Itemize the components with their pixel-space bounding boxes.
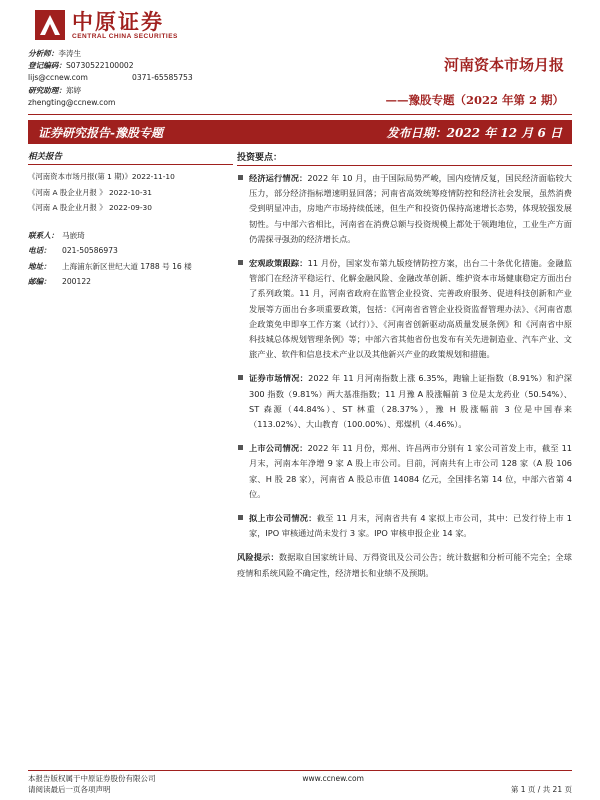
- footer-disclaimer: 本报告版权属于中原证券股份有限公司 请阅读最后一页各项声明: [28, 774, 156, 794]
- logo-english-name: CENTRAL CHINA SECURITIES: [72, 32, 178, 40]
- contact-person-row: 联系人： 马嵌琦: [28, 230, 85, 240]
- investment-points: [237, 150, 572, 581]
- contact-phone: 021-50586973: [62, 246, 118, 255]
- left-sidebar: [28, 150, 233, 290]
- contact-zip-row: 邮编： 200122: [28, 277, 91, 286]
- header-divider: [28, 114, 572, 115]
- contact-address: 上海浦东新区世纪大道 1788 号 16 楼: [62, 261, 192, 271]
- point-item: 经济运行情况：2022 年 10 月，由于国际局势严峻，国内疫情反复，国民经济面临较大压力，部分经济指标增速明显回落；河南省高效统筹疫情防控和经济社会发展，虽然消费受到明显冲击，房地产市场持续低迷，但生产和投资仍保持高速增长态势，体现较强发展韧性。与中部六省相比，河南省在消费总额与投资规模上都处于领跑地位，工业生产方面仍需探寻强劲的经济增长点。: [237, 171, 572, 247]
- risk-warning: [237, 550, 572, 580]
- analyst-phone: 0371-65585753: [132, 73, 193, 83]
- risk-text: 数据取自国家统计局、万得资讯及公司公告；统计数据和分析可能不完全；全球疫情和系统风险不确定性，经济增长和业绩不及预期。: [237, 552, 572, 578]
- footer-website[interactable]: www.ccnew.com: [302, 774, 364, 783]
- footer-divider: [28, 770, 572, 771]
- contact-phone-row: 电话： 021-50586973: [28, 246, 118, 255]
- logo-chinese-name: 中原证券: [72, 8, 164, 34]
- contact-person: 马嵌琦: [62, 230, 85, 240]
- point-item: 宏观政策跟踪：11 月份，国家发布第九版疫情防控方案，出台二十条优化措施。金融监管部门在经济平稳运行、化解金融风险、金融改革创新、维护资本市场健康稳定方面出台了系列政策。11 月，河南省政府在监管企业投资、完善政府服务、促进科技创新和产业发展等方面出台多项重要政策，包括：《河南省省管企业投资监督管理办法》、《河南省惠企政策免申即享工作方案（试行）》、《河南省创新驱动高质量发展条例》和《河南省中原科技城总体规划管理条例》等；中部六省其他省份也发布有关先进制造业、汽车产业、文旅产业、软件和信息技术产业以及其他新兴产业的政策规划和措施。: [237, 256, 572, 362]
- risk-title: 风险提示：: [237, 552, 279, 563]
- analyst-info: [28, 48, 228, 109]
- analyst-contact-row: [28, 72, 228, 84]
- investment-points-heading: 投资要点：: [237, 150, 572, 166]
- contact-address-row: 地址： 上海浦东新区世纪大道 1788 号 16 楼: [28, 261, 192, 271]
- related-reports-heading: 相关报告: [28, 150, 233, 165]
- report-subtitle: ——豫股专题（2022 年第 2 期）: [385, 93, 564, 107]
- point-item: 拟上市公司情况：截至 11 月末，河南省共有 4 家拟上市公司，其中：已发行待上市 1 家，IPO 审核通过尚未发行 3 家。IPO 审核申报企业 14 家。: [237, 511, 572, 541]
- report-banner: [28, 120, 572, 144]
- point-item: 上市公司情况：2022 年 11 月份，郑州、许昌两市分别有 1 家公司首发上市，截至 11 月末，河南本年净增 9 家 A 股上市公司。目前，河南共有上市公司 128 家（A 股 106 家、H 股 28 家），河南省 A 股总市值 14084 亿元，全国排名第 14 位，中部六省第 4 位。: [237, 441, 572, 502]
- related-report-item[interactable]: 《河南 A 股企业月报 》 2022-09-30: [28, 203, 152, 212]
- report-title: 河南资本市场月报: [443, 56, 564, 74]
- registration-row: 登记编码：S0730522100002: [28, 61, 134, 71]
- registration-code: S0730522100002: [65, 61, 134, 71]
- contact-info: [28, 228, 233, 290]
- analyst-name: 李涛生: [58, 49, 82, 58]
- publish-date: 发布日期：2022 年 12 月 6 日: [386, 125, 562, 140]
- analyst-email[interactable]: lijs@ccnew.com: [28, 73, 88, 83]
- related-report-item[interactable]: 《河南 A 股企业月报 》 2022-10-31: [28, 187, 152, 197]
- company-logo: [34, 8, 178, 42]
- assistant-name: 郑婷: [65, 85, 82, 95]
- assistant-row: 研究助理：郑婷: [28, 85, 82, 95]
- point-item: 证券市场情况：2022 年 11 月河南指数上涨 6.35%，跑输上证指数（8.91%）和沪深 300 指数（9.81%）两大基准指数；11 月豫 A 股涨幅前 3 位是太龙药业（50.54%）、ST 森源（44.84%）、ST 林重（28.37%），豫 H 股涨幅前 3 位是中国春来（113.02%）、大山教育（100.00%）、郑煤机（4.46%）。: [237, 371, 572, 432]
- page-number: 第 1 页 / 共 21 页: [510, 785, 572, 794]
- related-report-item[interactable]: 《河南资本市场月报(第 1 期)》2022-11-10: [28, 172, 175, 181]
- points-list: [237, 171, 572, 541]
- analyst-row: 分析师：李涛生: [28, 49, 82, 58]
- contact-zip: 200122: [62, 277, 91, 286]
- related-reports-list: [28, 169, 233, 216]
- logo-mark-icon: [34, 9, 66, 41]
- report-category: 证券研究报告-豫股专题: [38, 125, 163, 140]
- assistant-email[interactable]: zhengting@ccnew.com: [28, 97, 116, 107]
- page-footer: [28, 773, 572, 795]
